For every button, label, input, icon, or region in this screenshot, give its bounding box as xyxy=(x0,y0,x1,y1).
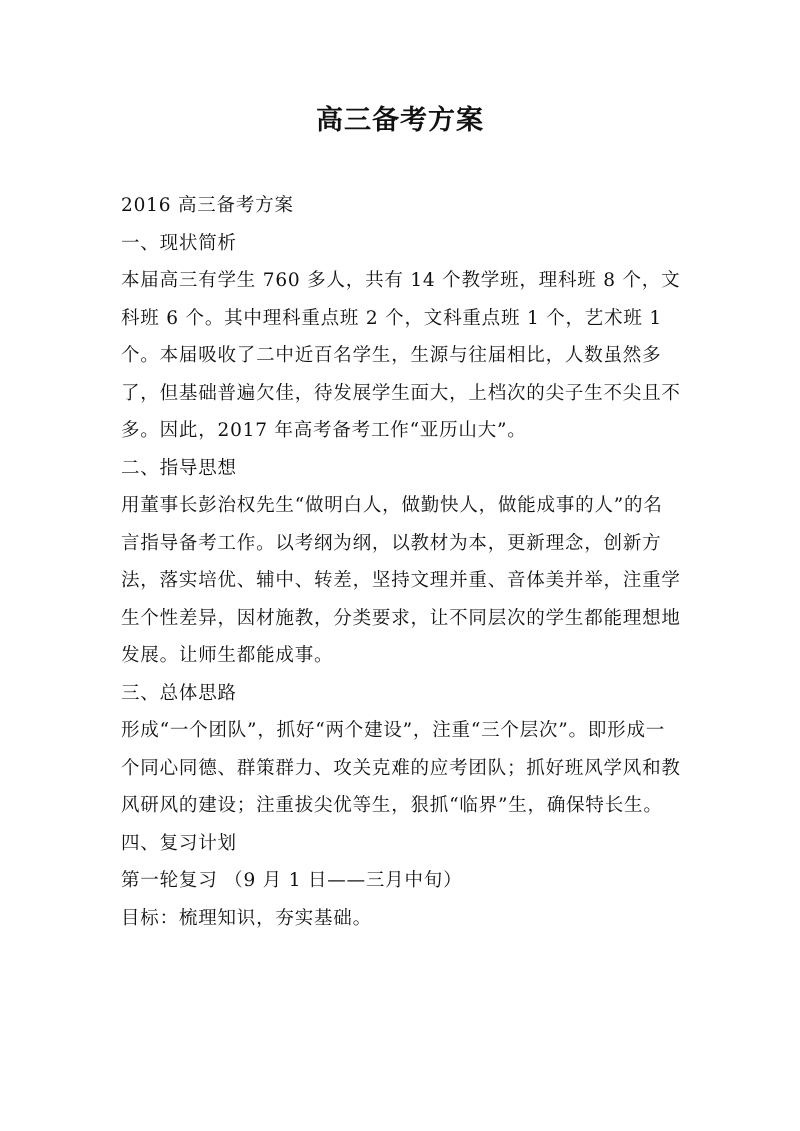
document-body xyxy=(121,187,681,937)
document-title: 高三备考方案 xyxy=(316,105,484,136)
section-heading: 二、指导思想 xyxy=(121,457,237,479)
section-paragraph: 本届高三有学生 760 多人，共有 14 个教学班，理科班 8 个，文科班 6 个。其中理科重点班 2 个，文科重点班 1 个，艺术班 1 个。本届吸收了二中近百名学生，生源与往届相比，人数虽然多了，但基础普遍欠佳，待发展学生面大，上档次的尖子生不尖且不多。因此，2017 年高考备考工作“亚历山大”。 xyxy=(121,270,681,441)
section-paragraph: 用董事长彭治权先生“做明白人，做勤快人，做能成事的人”的名言指导备考工作。以考纲为纲，以教材为本，更新理念，创新方法，落实培优、辅中、转差，坚持文理并重、音体美并举，注重学生个性差异，因材施教，分类要求，让不同层次的学生都能理想地发展。让师生都能成事。 xyxy=(121,495,681,666)
section-heading: 三、总体思路 xyxy=(121,682,237,704)
section-heading: 一、现状简析 xyxy=(121,232,237,254)
document-subtitle: 2016 高三备考方案 xyxy=(121,195,294,216)
section-paragraph: 第一轮复习 （9 月 1 日——三月中旬） xyxy=(121,870,463,891)
section-heading: 四、复习计划 xyxy=(121,832,237,854)
section-paragraph: 形成“一个团队”，抓好“两个建设”，注重“三个层次”。即形成一个同心同德、群策群力、攻关克难的应考团队；抓好班风学风和教风研风的建设；注重拔尖优等生，狠抓“临界”生，确保特长生。 xyxy=(121,720,681,816)
section-paragraph: 目标：梳理知识，夯实基础。 xyxy=(121,907,372,929)
